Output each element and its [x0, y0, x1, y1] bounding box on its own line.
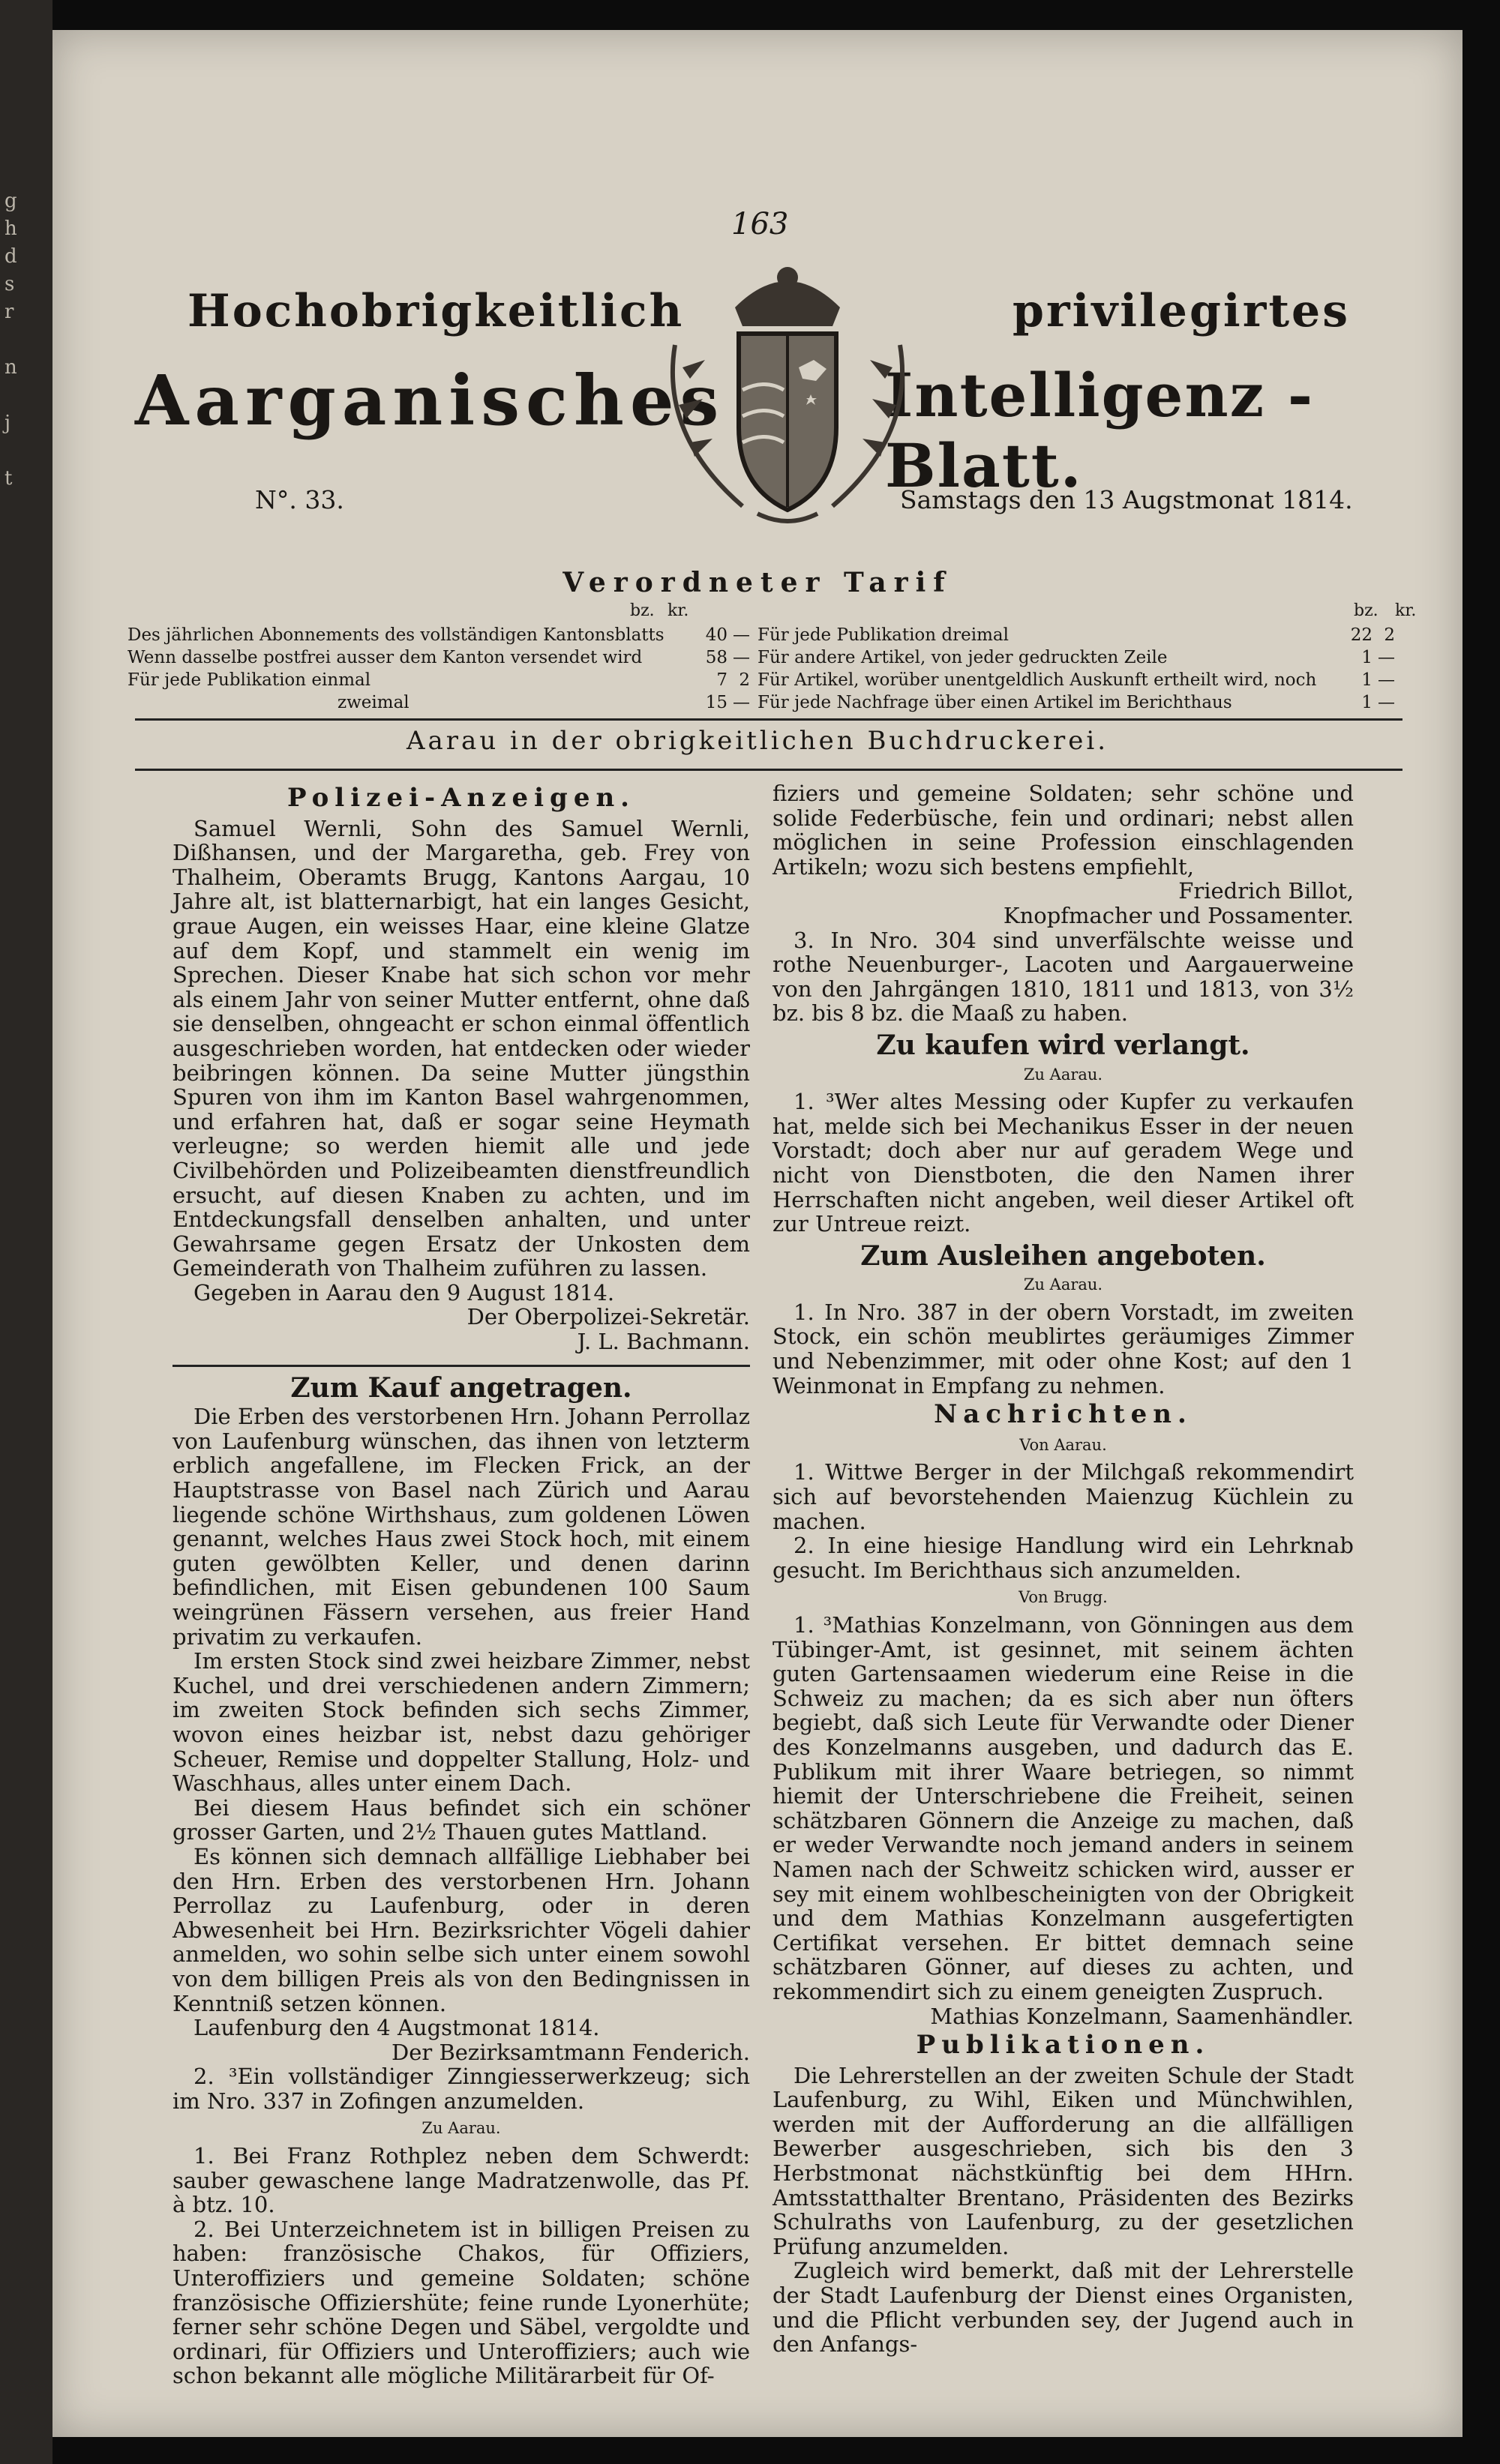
- tarif-label: Für jede Publikation dreimal: [758, 625, 1009, 645]
- tarif-kr: —: [1378, 648, 1395, 667]
- divider-rule: [135, 718, 1402, 721]
- tarif-left-unit-kr: kr.: [668, 601, 689, 620]
- tarif-label: Für andere Artikel, von jeder gedruckten Zeile: [758, 648, 1168, 667]
- subheading-von-brugg: Von Brugg.: [1018, 1588, 1108, 1607]
- aarau-item: 2. Bei Unterzeichnetem ist in billigen Preisen zu haben: französische Chakos, für Offiziers, Unteroffiziers und gemeine Soldaten; schöne französische Offiziershüte; feine runde Lyonerhüte; ferner sehr schöne Degen und Säbel, vergoldte und ordinari, für Offiziers und Unteroffiziers; auch wie schon bekannt alle mögliche Militärarbeit für Of-: [172, 2216, 750, 2389]
- tarif-bz: 15: [705, 693, 728, 712]
- billot-signature-name: Friedrich Billot,: [1178, 878, 1354, 904]
- subheading-aarau: Zu Aarau.: [422, 2119, 501, 2138]
- tarif-label: zweimal: [338, 693, 410, 712]
- tarif-kr: 2: [739, 670, 750, 690]
- kauf-paragraph: Bei diesem Haus befindet sich ein schöner grosser Garten, und 2½ Thauen gutes Mattland.: [172, 1794, 750, 1845]
- binding-edge-text: g h d s r n j t: [4, 190, 17, 490]
- section-heading-ausleihen: Zum Ausleihen angeboten.: [860, 1239, 1266, 1272]
- publikation-paragraph: Zugleich wird bemerkt, daß mit der Lehrerstelle der Stadt Laufenburg der Dienst eines Organisten, und die Pflicht verbunden sey, der Jugend auch in den Anfangs-: [772, 2258, 1354, 2358]
- right-column: [772, 781, 1354, 2357]
- polizei-signature-title: Der Oberpolizei-Sekretär.: [466, 1304, 750, 1330]
- printer-line: Aarau in der obrigkeitlichen Buchdruckerei.: [406, 726, 1109, 756]
- tarif-bz: 22: [1350, 625, 1372, 645]
- issue-number: N°. 33.: [255, 485, 344, 514]
- kaufen-item: 1. ³Wer altes Messing oder Kupfer zu verkaufen hat, melde sich bei Mechanikus Esser in der neuen Vorstadt; doch aber nur auf geradem Wege und nicht von Dienstboten, die den Namen ihrer Herrschaften nicht angeben, weil dieser Artikel oft zur Untreue reizt.: [772, 1089, 1354, 1237]
- tarif-bz: 58: [705, 648, 728, 667]
- masthead-title-left: Aarganisches: [135, 360, 725, 441]
- kauf-paragraph: Im ersten Stock sind zwei heizbare Zimmer, nebst Kuchel, und drei verschiedenen andern Zimmern; im zweiten Stock befinden sich sechs Zimmer, wovon eines heizbar ist, nebst dazu gehöriger Scheuer, Remise und doppelter Stallung, Holz- und Waschhaus, alles unter einem Dach.: [172, 1648, 750, 1797]
- tarif-right-table: [758, 624, 1395, 714]
- tarif-kr: —: [1378, 670, 1395, 690]
- tarif-bz: 40: [705, 625, 728, 645]
- brugg-item: 1. ³Mathias Konzelmann, von Gönningen aus dem Tübinger-Amt, ist gesinnet, mit seinem ächten guten Gartensaamen wiederum eine Reise in die Schweiz zu machen; da es sich aber nun öfters begiebt, daß sich Leute für Verwandte oder Diener des Konzelmanns ausgeben, und dadurch das E. Publikum mit ihrer Waare betriegen, so nimmt hiemit der Unterschriebene die Freiheit, seinen schätzbaren Gönnern die Anzeige zu machen, daß er weder Verwandte noch jemand anders in seinem Namen nach der Schweitz schicken wird, ausser er sey mit einem wohlbescheinigten von der Obrigkeit und dem Mathias Konzelmann ausgefertigten Certifikat versehen. Er bittet demnach seine schätzbaren Gönner, auf dieses zu achten, und rekommendirt sich zu einem geneigten Zuspruch.: [772, 1612, 1354, 2004]
- left-column: [172, 781, 750, 2388]
- issue-date: Samstags den 13 Augstmonat 1814.: [900, 485, 1353, 514]
- tarif-bz: 1: [1361, 693, 1372, 712]
- kauf-paragraph: Die Erben des verstorbenen Hrn. Johann Perrollaz von Laufenburg wünschen, das ihnen von letzterm erblich angefallene, im Flecken Frick, an der Hauptstrasse von Basel nach Zürich und Aarau liegende schöne Wirthshaus, zum goldenen Löwen genannt, welches Haus zwei Stock hoch, mit einem guten gewölbten Keller, und denen darinn befindlichen, mit Eisen gebundenen 100 Saum weingrünen Fässern versehen, aus freier Hand privatim zu verkaufen.: [172, 1404, 750, 1650]
- tarif-row: [758, 669, 1395, 691]
- tarif-label: Wenn dasselbe postfrei ausser dem Kanton versendet wird: [128, 648, 643, 667]
- kauf-signature: Der Bezirksamtmann Fenderich.: [391, 2039, 750, 2065]
- subheading-aarau: Zu Aarau.: [1023, 1275, 1103, 1294]
- section-heading-polizei: Polizei-Anzeigen.: [286, 783, 636, 813]
- nachrichten-item: 1. Wittwe Berger in der Milchgaß rekommendirt sich auf bevorstehenden Maienzug Küchlein zu machen.: [772, 1459, 1354, 1534]
- subheading-aarau: Zu Aarau.: [1023, 1065, 1103, 1084]
- continued-paragraph: fiziers und gemeine Soldaten; sehr schöne und solide Federbüsche, fein und ordinari; nebst allen möglichen in seine Profession einschlagenden Artikeln; wozu sich bestens empfiehlt,: [772, 781, 1354, 880]
- tarif-label: Für Artikel, worüber unentgeldlich Auskunft ertheilt wird, noch: [758, 670, 1317, 690]
- tarif-label: Des jährlichen Abonnements des vollständigen Kantonsblatts: [128, 625, 664, 645]
- tarif-bz: 1: [1361, 648, 1372, 667]
- tarif-row: [758, 646, 1395, 669]
- subheading-von-aarau: Von Aarau.: [1019, 1435, 1107, 1454]
- tarif-left-unit-bz: bz.: [630, 601, 655, 620]
- tarif-kr: 2: [1384, 625, 1395, 645]
- nachrichten-item: 2. In eine hiesige Handlung wird ein Lehrknab gesucht. Im Berichthaus sich anzumelden.: [772, 1533, 1354, 1583]
- tarif-bz: 1: [1361, 670, 1372, 690]
- tarif-kr: —: [733, 693, 750, 712]
- section-heading-kaufen: Zu kaufen wird verlangt.: [876, 1029, 1250, 1061]
- ausleihen-item: 1. In Nro. 387 in der obern Vorstadt, im zweiten Stock, ein schön meublirtes geräumiges Zimmer und Nebenzimmer, mit oder ohne Kost; auf den 1 Weinmonat in Empfang zu nehmen.: [772, 1299, 1354, 1398]
- section-heading-kauf: Zum Kauf angetragen.: [290, 1371, 632, 1404]
- kauf-item: 2. ³Ein vollständiger Zinngiesserwerkzeug; sich im Nro. 337 in Zofingen anzumelden.: [172, 2064, 750, 2114]
- tarif-right-unit-bz: bz.: [1354, 601, 1378, 620]
- polizei-date: Gegeben in Aarau den 9 August 1814.: [194, 1279, 615, 1305]
- publikation-paragraph: Die Lehrerstellen an der zweiten Schule der Stadt Laufenburg, zu Wihl, Eiken und Münchwihlen, werden mit der Aufforderung an die allfälligen Bewerber ausgeschrieben, sich bis den 3 Herbstmonat nächstkünftig bei dem HHrn. Amtsstatthalter Brentano, Präsidenten des Bezirks Schulraths von Laufenburg, zu der gesetzlichen Prüfung anzumelden.: [772, 2062, 1354, 2259]
- tarif-row: [758, 691, 1395, 714]
- tarif-row: [128, 646, 750, 669]
- aargau-coat-of-arms-icon: [630, 255, 945, 532]
- newspaper-page: [52, 30, 1462, 2437]
- aarau-item: 1. Bei Franz Rothplez neben dem Schwerdt: sauber gewaschene lange Madratzenwolle, das Pf. à btz. 10.: [172, 2143, 750, 2218]
- tarif-bz: 7: [716, 670, 728, 690]
- page-number: 163: [731, 207, 789, 241]
- tarif-title: Verordneter Tarif: [562, 567, 952, 598]
- tarif-label: Für jede Publikation einmal: [128, 670, 371, 690]
- section-heading-nachrichten: Nachrichten.: [934, 1399, 1192, 1430]
- tarif-right-unit-kr: kr.: [1395, 601, 1417, 620]
- tarif-row: [128, 691, 750, 714]
- kauf-date: Laufenburg den 4 Augstmonat 1814.: [194, 2015, 600, 2041]
- book-binding: [0, 0, 52, 2464]
- tarif-left-table: [128, 624, 750, 714]
- tarif-row: [128, 669, 750, 691]
- tarif-label: Für jede Nachfrage über einen Artikel im Berichthaus: [758, 693, 1232, 712]
- tarif-row: [128, 624, 750, 646]
- polizei-notice: Samuel Wernli, Sohn des Samuel Wernli, Dißhansen, und der Margaretha, geb. Frey von Thalheim, Oberamts Brugg, Kantons Aargau, 10 Jahre alt, ist blatternarbigt, hat ein langes Gesicht, graue Augen, ein weisses Haar, eine kleine Glatze auf dem Kopf, und stammelt ein wenig im Sprechen. Dieser Knabe hat sich schon vor mehr als einem Jahr von seiner Mutter entfernt, ohne daß sie denselben, ohngeacht er schon einmal öffentlich ausgeschrieben worden, hat entdecken oder wieder beibringen können. Da seine Mutter jüngsthin Spuren von ihm im Kanton Basel wahrgenommen, und erfahren hat, daß er sogar seine Heymath verleugne; so werden hiemit alle und jede Civilbehörden und Polizeibeamten dienstfreundlich ersucht, auf diesen Knaben zu achten, und im Entdeckungsfall denselben anhalten, und unter Gewahrsame gegen Ersatz der Unkosten dem Gemeinderath von Thalheim zuführen zu lassen.: [172, 815, 750, 1281]
- divider-rule: [172, 1365, 750, 1367]
- tarif-kr: —: [733, 648, 750, 667]
- tarif-row: [758, 624, 1395, 646]
- section-heading-publikationen: Publikationen.: [916, 2030, 1210, 2061]
- tarif-kr: —: [733, 625, 750, 645]
- polizei-signature-name: J. L. Bachmann.: [577, 1329, 750, 1355]
- kauf-paragraph: Es können sich demnach allfällige Liebhaber bei den Hrn. Erben des verstorbenen Hrn. Johann Perrollaz zu Laufenburg, oder in deren Abwesenheit bei Hrn. Bezirksrichter Vögeli dahier anmelden, wo sohin selbe sich unter einem sowohl von dem billigen Preis als von den Bedingnissen in Kenntniß setzen können.: [172, 1843, 750, 2016]
- masthead-title-right: Intelligenz - Blatt.: [885, 360, 1315, 501]
- tarif-kr: —: [1378, 693, 1395, 712]
- kauf-item: 3. In Nro. 304 sind unverfälschte weisse und rothe Neuenburger-, Lacoten und Aargauerweine von den Jahrgängen 1810, 1811 und 1813, von 3½ bz. bis 8 bz. die Maaß zu haben.: [772, 927, 1354, 1027]
- masthead-line1-left: Hochobrigkeitlich: [188, 285, 685, 337]
- masthead-line1-right: privilegirtes: [1012, 285, 1351, 337]
- billot-signature-trade: Knopfmacher und Possamenter.: [1003, 902, 1354, 928]
- divider-rule: [135, 769, 1402, 771]
- brugg-signature: Mathias Konzelmann, Saamenhändler.: [930, 2003, 1354, 2029]
